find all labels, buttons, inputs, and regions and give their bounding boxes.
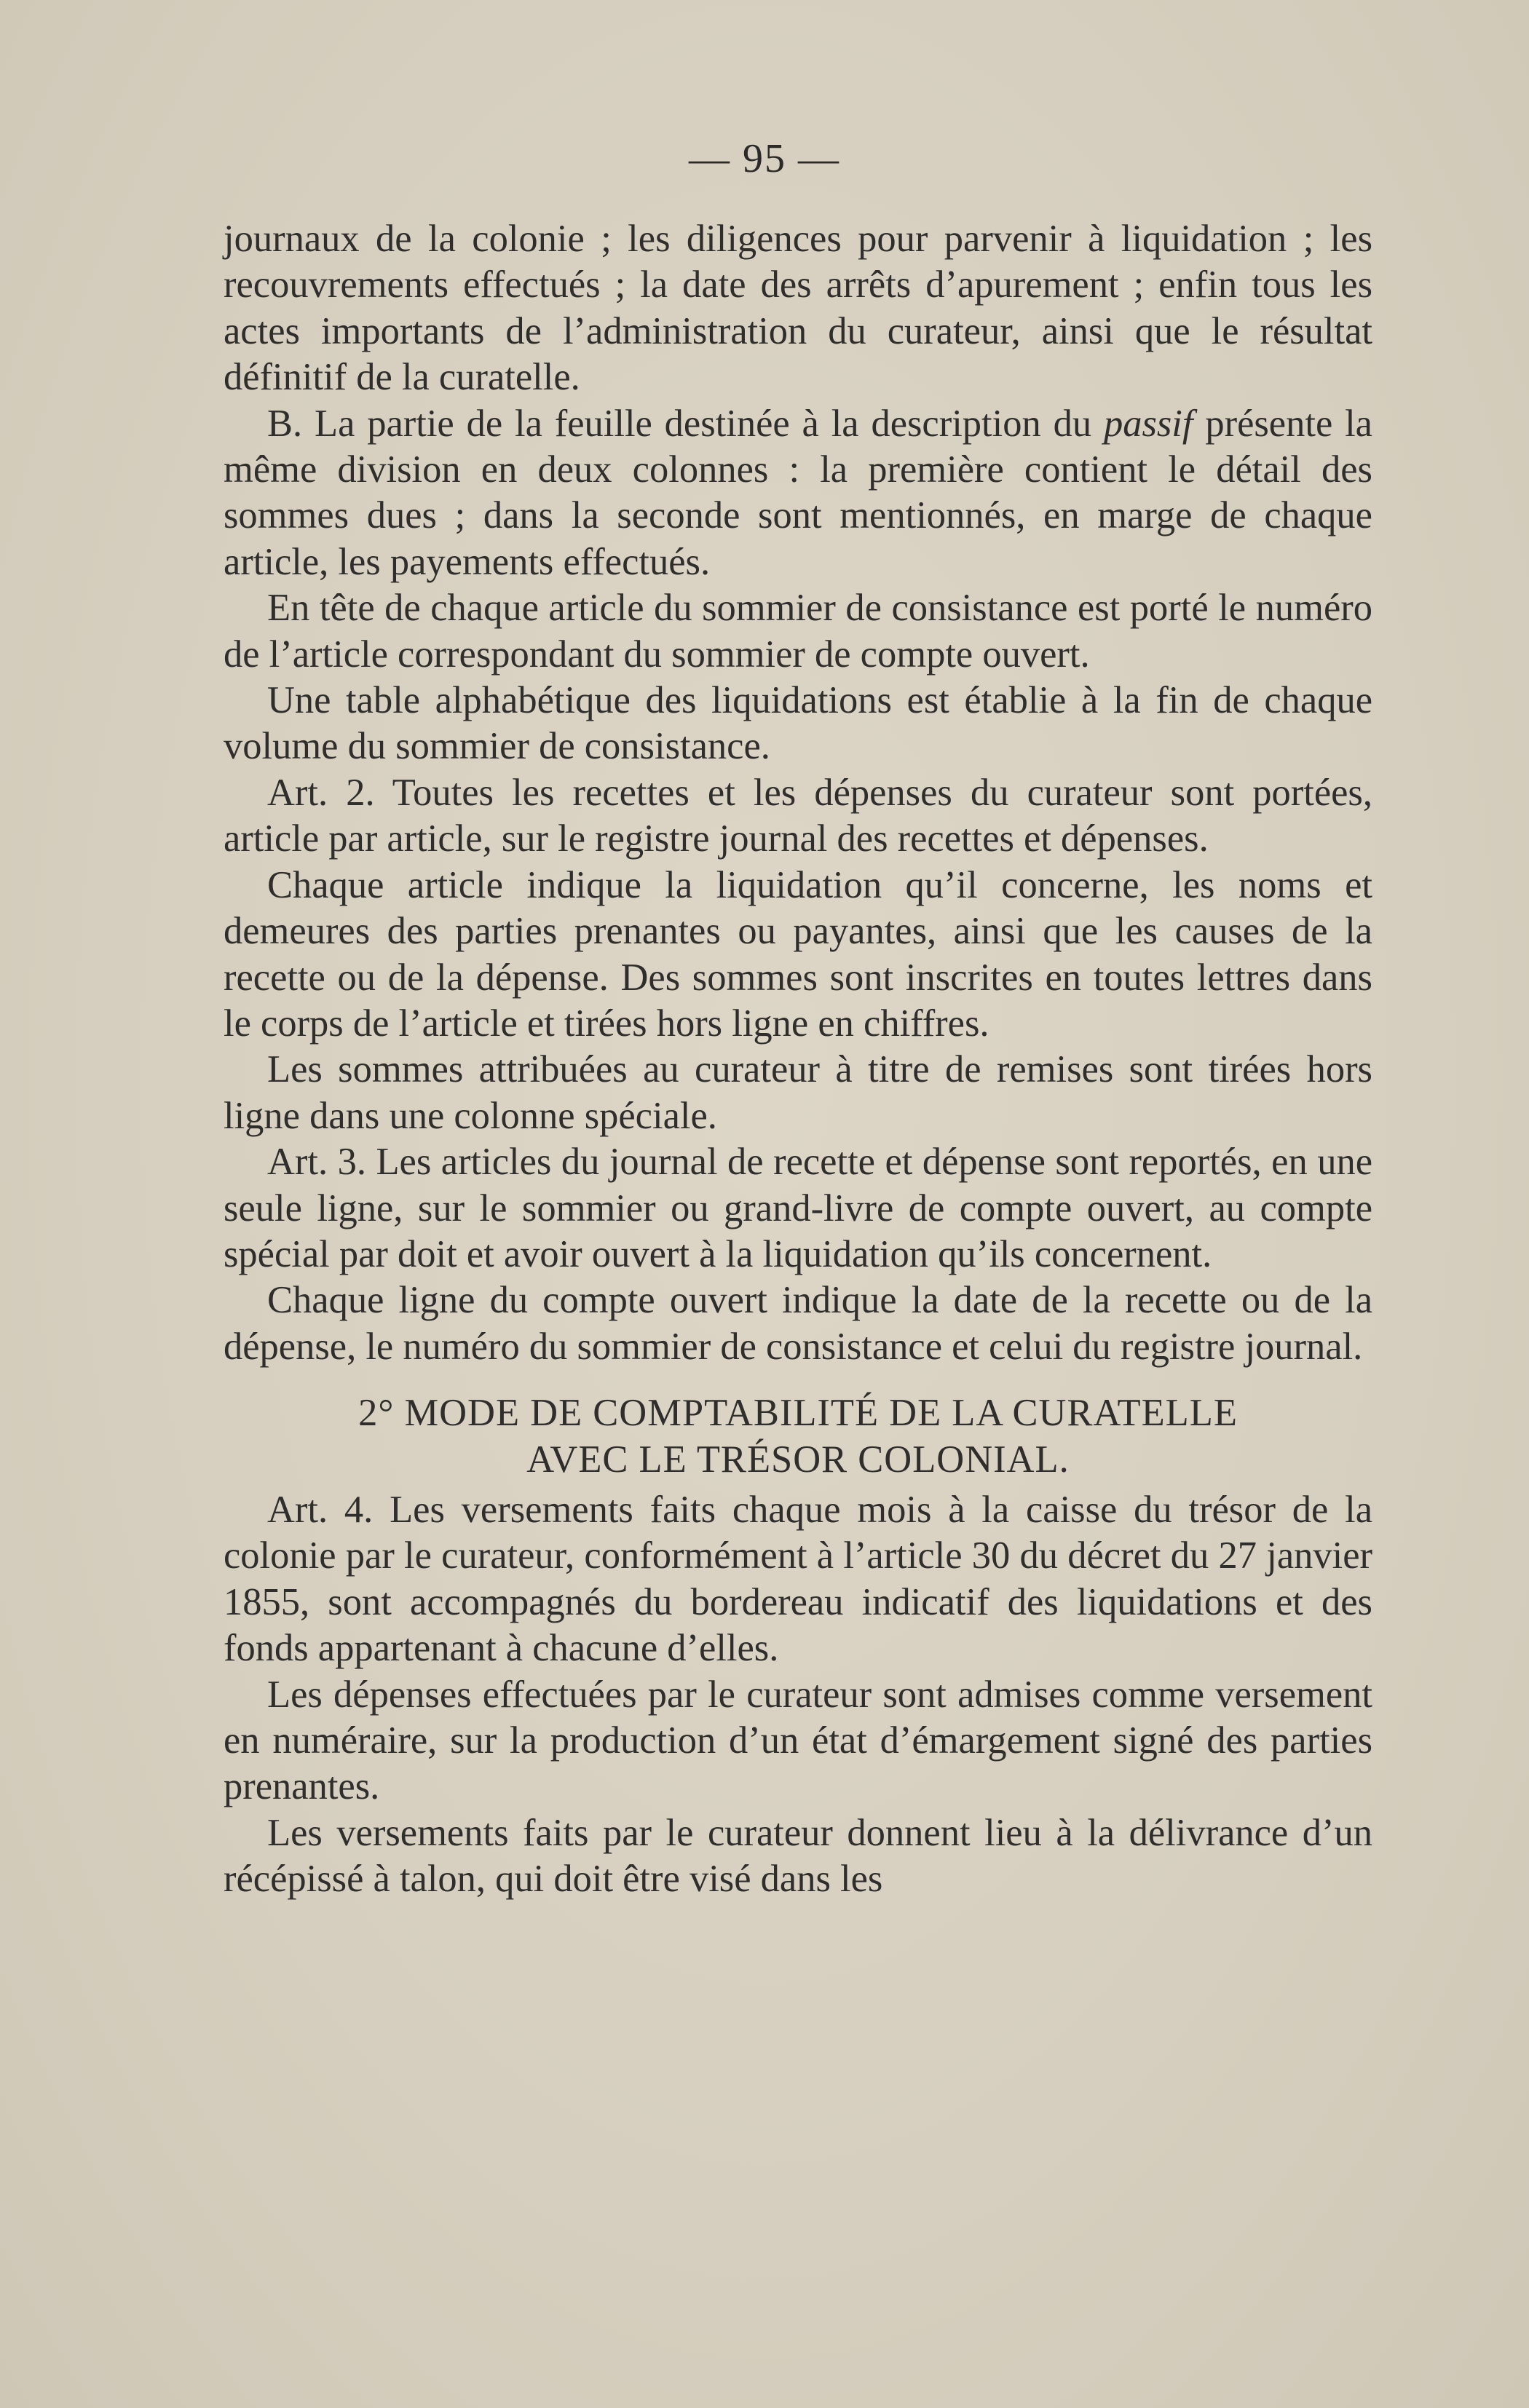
section-heading-line: AVEC LE TRÉSOR COLONIAL. [526,1438,1070,1481]
paragraph: journaux de la colonie ; les diligences pour parvenir à liquidation ; les recouvrements effectués ; la date des arrêts d’apurement ; enfin tous les actes importants de l’administration du curateur, ainsi que le résultat définitif de la curatelle. [224,218,1372,399]
paragraph-passif [224,401,1372,586]
italic-term: passif [1103,402,1193,445]
paragraph: Chaque ligne du compte ouvert indique la date de la recette ou de la dépense, le numéro du sommier de consistance et celui du registre journal. [224,1279,1372,1368]
text-body [224,216,1372,1903]
paragraph: En tête de chaque article du sommier de consistance est porté le numéro de l’article correspondant du sommier de compte ouvert. [224,587,1372,676]
paragraph: Les sommes attribuées au curateur à titre de remises sont tirées hors ligne dans une colonne spéciale. [224,1048,1372,1137]
paragraph: Les dépenses effectuées par le curateur sont admises comme versement en numéraire, sur la production d’un état d’émargement signé des parties prenantes. [224,1673,1372,1808]
page-number: — 95 — [689,136,840,181]
paragraph-text: présente la même division en deux colonnes : la première contient le détail des sommes dues ; dans la seconde sont mentionnés, en marge de chaque article, les payements effectués. [224,402,1372,583]
section-heading [224,1390,1372,1483]
paragraph: Les versements faits par le curateur donnent lieu à la délivrance d’un récépissé à talon, qui doit être visé dans les [224,1811,1372,1901]
section-heading-line: 2° MODE DE COMPTABILITÉ DE LA CURATELLE [358,1392,1238,1435]
paragraph-article-4: Art. 4. Les versements faits chaque mois à la caisse du trésor de la colonie par le curateur, conformément à l’article 30 du décret du 27 janvier 1855, sont accompagnés du bordereau indicatif des liquidations et des fonds appartenant à chacune d’elles. [224,1488,1372,1670]
paragraph: Une table alphabétique des liquidations est établie à la fin de chaque volume du sommier de consistance. [224,679,1372,768]
paragraph-article-3: Art. 3. Les articles du journal de recette et dépense sont reportés, en une seule ligne, sur le sommier ou grand-livre de compte ouvert, au compte spécial par doit et avoir ouvert à la liquidation qu’ils concernent. [224,1141,1372,1275]
paragraph-text: B. La partie de la feuille destinée à la description du [267,402,1104,445]
paragraph: Chaque article indique la liquidation qu’il concerne, les noms et demeures des parties prenantes ou payantes, ainsi que les causes de la recette ou de la dépense. Des sommes sont inscrites en toutes lettres dans le corps de l’article et tirées hors ligne en chiffres. [224,863,1372,1045]
paragraph-article-2: Art. 2. Toutes les recettes et les dépenses du curateur sont portées, article par article, sur le registre journal des recettes et dépenses. [224,771,1372,860]
